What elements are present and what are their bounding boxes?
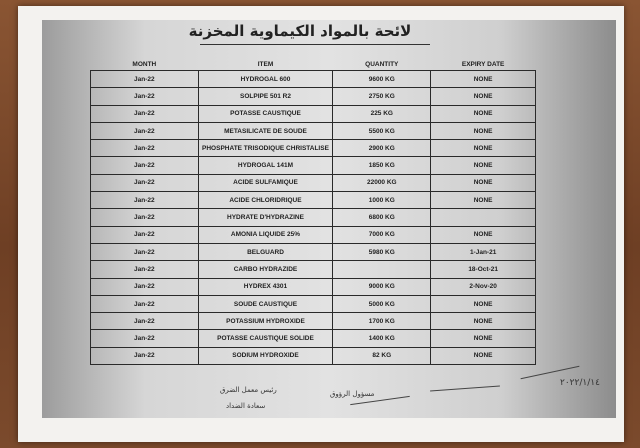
cell-item: POTASSIUM HYDROXIDE (198, 313, 333, 330)
cell-item: HYDREX 4301 (198, 278, 333, 295)
cell-expiry: NONE (431, 313, 536, 330)
table-row (91, 192, 536, 209)
cell-quantity: 225 KG (333, 105, 431, 122)
cell-expiry: NONE (431, 295, 536, 312)
cell-month: Jan-22 (91, 157, 199, 174)
cell-item: POTASSE CAUSTIQUE SOLIDE (198, 330, 333, 347)
cell-expiry: NONE (431, 226, 536, 243)
column-header-item: ITEM (257, 60, 274, 68)
table-row (91, 243, 536, 260)
cell-item: POTASSE CAUSTIQUE (198, 105, 333, 122)
cell-quantity: 5980 KG (333, 243, 431, 260)
cell-month: Jan-22 (91, 105, 199, 122)
cell-item: SODIUM HYDROXIDE (198, 347, 333, 364)
table-row (91, 174, 536, 191)
cell-month: Jan-22 (91, 330, 199, 347)
cell-item: SOLPIPE 501 R2 (198, 88, 333, 105)
cell-month: Jan-22 (91, 140, 199, 157)
column-header-month: MONTH (132, 60, 157, 68)
cell-item: HYDROGAL 141M (198, 157, 333, 174)
cell-quantity: 82 KG (333, 347, 431, 364)
table-row (91, 330, 536, 347)
cell-item: ACIDE CHLORIDRIQUE (198, 192, 333, 209)
cell-quantity: 2750 KG (333, 88, 431, 105)
cell-item: METASILICATE DE SOUDE (198, 122, 333, 139)
table-header-row (91, 58, 536, 71)
cell-month: Jan-22 (91, 313, 199, 330)
cell-month: Jan-22 (91, 71, 199, 88)
table-row (91, 261, 536, 278)
cell-expiry: NONE (431, 157, 536, 174)
cell-item: AMONIA LIQUIDE 25% (198, 226, 333, 243)
cell-expiry: NONE (431, 192, 536, 209)
table-row (91, 209, 536, 226)
cell-item: BELGUARD (198, 243, 333, 260)
column-header-quantity: QUANTITY (365, 60, 399, 68)
table-body (91, 71, 536, 365)
cell-quantity: 2900 KG (333, 140, 431, 157)
cell-month: Jan-22 (91, 347, 199, 364)
cell-quantity: 5000 KG (333, 295, 431, 312)
cell-quantity: 1700 KG (333, 313, 431, 330)
table-row (91, 140, 536, 157)
table-row (91, 71, 536, 88)
cell-expiry: NONE (431, 88, 536, 105)
document-title: لائحة بالمواد الكيماوية المخزنة (188, 22, 412, 40)
chemicals-table (90, 58, 536, 365)
cell-quantity: 7000 KG (333, 226, 431, 243)
cell-month: Jan-22 (91, 243, 199, 260)
cell-item: SOUDE CAUSTIQUE (198, 295, 333, 312)
cell-item: HYDROGAL 600 (198, 71, 333, 88)
cell-month: Jan-22 (91, 174, 199, 191)
cell-expiry: NONE (431, 105, 536, 122)
cell-item: HYDRATE D'HYDRAZINE (198, 209, 333, 226)
signature-left-name: سعادة الضداد (226, 402, 266, 410)
table-row (91, 347, 536, 364)
title-underline (200, 44, 430, 45)
cell-expiry: 18-Oct-21 (431, 261, 536, 278)
cell-quantity: 9000 KG (333, 278, 431, 295)
cell-month: Jan-22 (91, 261, 199, 278)
cell-expiry: NONE (431, 174, 536, 191)
cell-quantity: 6800 KG (333, 209, 431, 226)
table-row (91, 226, 536, 243)
cell-item: ACIDE SULFAMIQUE (198, 174, 333, 191)
cell-month: Jan-22 (91, 295, 199, 312)
table-row (91, 278, 536, 295)
signature-left: رئيس معمل الضرق (220, 386, 277, 394)
cell-quantity: 1400 KG (333, 330, 431, 347)
cell-expiry: NONE (431, 71, 536, 88)
cell-quantity: 1000 KG (333, 192, 431, 209)
signature-middle: مسؤول الرؤوق (330, 390, 375, 398)
table-row (91, 105, 536, 122)
cell-month: Jan-22 (91, 88, 199, 105)
signature-date: ٢٠٢٢/١/١٤ (560, 378, 600, 388)
table-row (91, 88, 536, 105)
table-row (91, 157, 536, 174)
cell-month: Jan-22 (91, 192, 199, 209)
cell-quantity: 9600 KG (333, 71, 431, 88)
cell-month: Jan-22 (91, 226, 199, 243)
cell-expiry: 1-Jan-21 (431, 243, 536, 260)
cell-month: Jan-22 (91, 209, 199, 226)
cell-month: Jan-22 (91, 278, 199, 295)
cell-expiry: 2-Nov-20 (431, 278, 536, 295)
cell-expiry: NONE (431, 122, 536, 139)
table-row (91, 313, 536, 330)
cell-expiry (431, 209, 536, 226)
cell-quantity: 1850 KG (333, 157, 431, 174)
table-row (91, 295, 536, 312)
table-row (91, 122, 536, 139)
cell-expiry: NONE (431, 140, 536, 157)
cell-item: CARBO HYDRAZIDE (198, 261, 333, 278)
cell-expiry: NONE (431, 330, 536, 347)
cell-quantity: 5500 KG (333, 122, 431, 139)
cell-expiry: NONE (431, 347, 536, 364)
cell-month: Jan-22 (91, 122, 199, 139)
column-header-expiry: EXPIRY DATE (461, 60, 505, 68)
cell-quantity: 22000 KG (333, 174, 431, 191)
cell-quantity (333, 261, 431, 278)
cell-item: PHOSPHATE TRISODIQUE CHRISTALISE (198, 140, 333, 157)
